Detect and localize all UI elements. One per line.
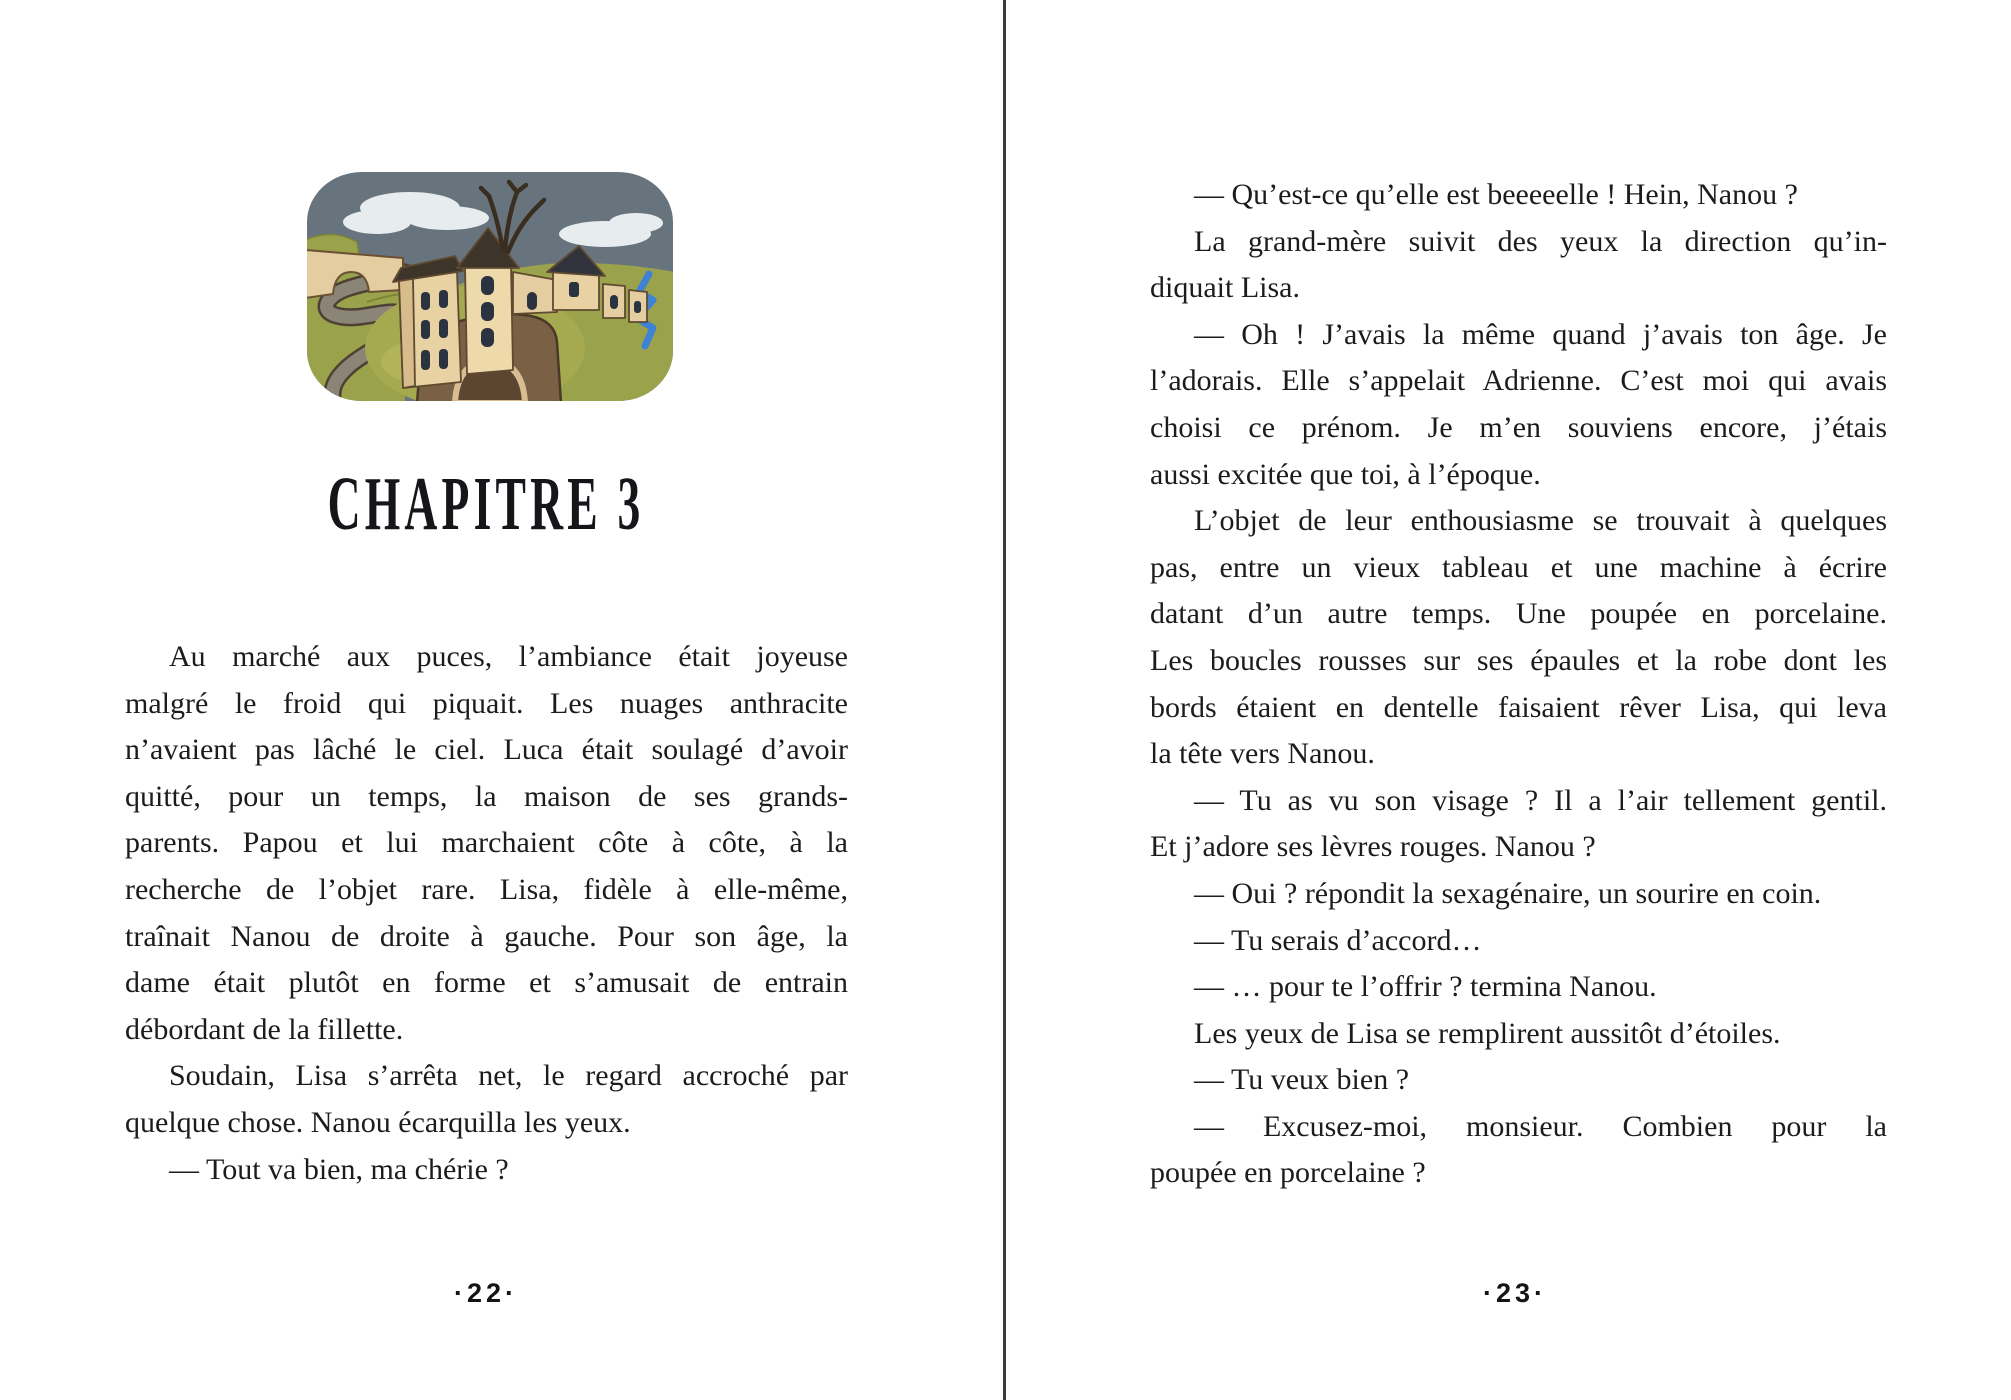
text-line: — Tout va bien, ma chérie ?	[169, 1152, 509, 1186]
text-line: — Excusez-moi, monsieur. Combien pour la	[1194, 1109, 1887, 1143]
text-line: — Tu veux bien ?	[1194, 1063, 1410, 1097]
text-line: Les boucles rousses sur ses épaules et la robe dont les	[1150, 643, 1887, 677]
text-line: Et j’adore ses lèvres rouges. Nanou ?	[1150, 830, 1596, 864]
chapter-title: CHAPITRE 3	[328, 462, 645, 546]
text-line: diquait Lisa.	[1150, 271, 1300, 305]
text-line: débordant de la fillette.	[125, 1012, 404, 1046]
text-line: parents. Papou et lui marchaient côte à côte, à la	[125, 826, 848, 860]
text-line: datant d’un autre temps. Une poupée en porcelaine.	[1150, 597, 1887, 631]
text-line: pas, entre un vieux tableau et une machine à écrire	[1150, 550, 1887, 584]
text-line: La grand-mère suivit des yeux la direction qu’in-	[1194, 224, 1887, 258]
text-line: — Tu serais d’accord…	[1194, 923, 1482, 957]
text-line: poupée en porcelaine ?	[1150, 1156, 1426, 1190]
text-line: Au marché aux puces, l’ambiance était joyeuse	[169, 640, 848, 673]
text-line: aussi excitée que toi, à l’époque.	[1150, 457, 1541, 491]
chapter-illustration	[305, 170, 675, 403]
text-line: l’adorais. Elle s’appelait Adrienne. C’est moi qui avais	[1150, 364, 1887, 398]
text-line: quelque chose. Nanou écarquilla les yeux.	[125, 1105, 631, 1139]
text-line: — Qu’est-ce qu’elle est beeeeelle ! Hein, Nanou ?	[1194, 178, 1798, 211]
text-line: — Oui ? répondit la sexagénaire, un sourire en coin.	[1194, 876, 1822, 910]
right-page-text	[1150, 172, 1887, 1197]
page-number-left: ·22·	[453, 1278, 518, 1308]
text-line: recherche de l’objet rare. Lisa, fidèle à elle-même,	[125, 872, 848, 906]
text-line: — Oh ! J’avais la même quand j’avais ton âge. Je	[1194, 317, 1887, 351]
text-line: Les yeux de Lisa se remplirent aussitôt d’étoiles.	[1194, 1016, 1781, 1050]
text-line: traînait Nanou de droite à gauche. Pour son âge, la	[125, 919, 848, 953]
text-line: — Tu as vu son visage ? Il a l’air tellement gentil.	[1194, 783, 1887, 817]
page-gutter-divider	[1003, 0, 1006, 1400]
chapter-heading	[125, 462, 848, 546]
text-line: choisi ce prénom. Je m’en souviens encore, j’étais	[1150, 410, 1887, 444]
text-line: dame était plutôt en forme et s’amusait de entrain	[125, 966, 848, 1000]
page-number-right: ·23·	[1482, 1278, 1547, 1308]
castle-village-illustration	[305, 170, 675, 403]
text-line: — … pour te l’offrir ? termina Nanou.	[1194, 970, 1657, 1004]
text-line: L’objet de leur enthousiasme se trouvait à quelques	[1194, 504, 1887, 538]
text-line: Soudain, Lisa s’arrêta net, le regard accroché par	[169, 1059, 848, 1093]
left-page-text	[125, 634, 848, 1193]
text-line: la tête vers Nanou.	[1150, 737, 1375, 771]
text-line: malgré le froid qui piquait. Les nuages anthracite	[125, 686, 848, 720]
text-line: n’avaient pas lâché le ciel. Luca était soulagé d’avoir	[125, 733, 848, 767]
text-line: quitté, pour un temps, la maison de ses grands-	[125, 779, 848, 813]
text-line: bords étaient en dentelle faisaient rêver Lisa, qui leva	[1150, 690, 1887, 724]
